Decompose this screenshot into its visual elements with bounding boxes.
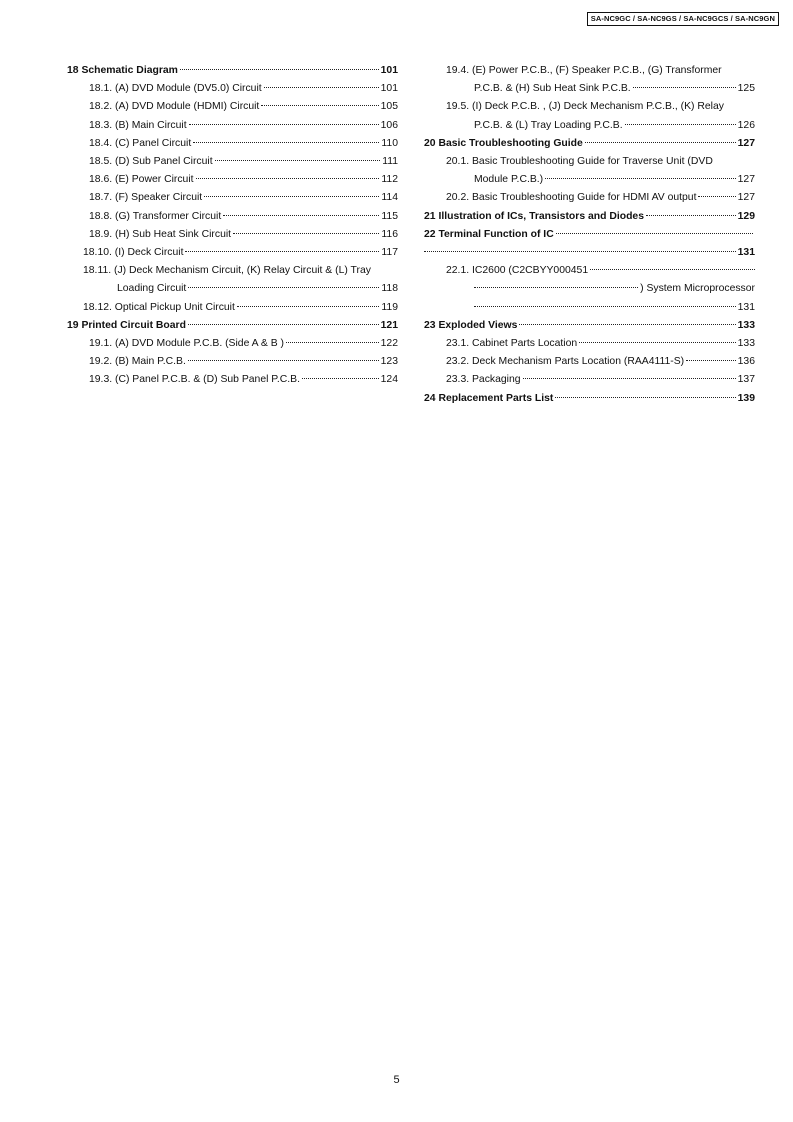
dot-leader [633,87,736,88]
toc-section-18-7[interactable] [67,189,398,207]
toc-section-18-8[interactable] [67,208,398,226]
toc-page: 106 [380,119,398,131]
toc-page: 111 [382,156,398,168]
toc-page: 119 [381,301,398,313]
toc-label: 23.3. Packaging [446,374,521,386]
dot-leader [188,287,379,288]
toc-label: 20 Basic Troubleshooting Guide [424,137,583,149]
toc-label: 19 Printed Circuit Board [67,319,186,331]
toc-label: 19.2. (B) Main P.C.B. [89,356,186,368]
toc-label: 18.1. (A) DVD Module (DV5.0) Circuit [89,83,262,95]
dot-leader [519,324,735,325]
dot-leader [686,360,736,361]
toc-page: 133 [737,319,755,331]
toc-section-23-2[interactable] [424,353,755,371]
toc-label: 18.2. (A) DVD Module (HDMI) Circuit [89,101,260,113]
toc-section-19-2[interactable] [67,353,398,371]
toc-page: 126 [737,119,755,131]
dot-leader [261,105,378,106]
toc-section-19-5[interactable] [424,98,755,134]
dot-leader [698,196,735,197]
toc-label: 18.6. (E) Power Circuit [89,174,194,186]
toc-section-23-1[interactable] [424,335,755,353]
toc-page: 127 [737,174,755,186]
dot-leader [590,269,755,270]
toc-page: 114 [381,192,398,204]
toc-section-22-1[interactable] [424,262,755,317]
toc-label-line1: 19.4. (E) Power P.C.B., (F) Speaker P.C.B., (G) Transformer [446,65,722,76]
dot-leader [555,397,735,398]
toc-label: 18.3. (B) Main Circuit [89,119,187,131]
toc-section-18-3[interactable] [67,117,398,135]
toc-page: 122 [380,338,398,350]
toc-section-20-1[interactable] [424,153,755,189]
dot-leader [286,342,379,343]
page-number: 5 [393,1074,400,1086]
toc-label: 18.12. Optical Pickup Unit Circuit [83,301,235,313]
toc-label: 18.4. (C) Panel Circuit [89,137,192,149]
dot-leader [579,342,736,343]
toc-label-line2: Loading Circuit [117,283,187,295]
dot-leader [193,142,379,143]
toc-label-line2: Module P.C.B.) [474,174,544,186]
toc-section-18-11[interactable] [67,262,398,298]
dot-leader [185,251,379,252]
dot-leader [204,196,379,197]
dot-leader [196,178,380,179]
toc-label: 19.1. (A) DVD Module P.C.B. (Side A & B ) [89,338,285,350]
model-number-header: SA-NC9GC / SA-NC9GS / SA-NC9GCS / SA-NC9GN [587,12,779,26]
toc-page: 139 [737,392,755,404]
toc-page: 101 [380,65,398,76]
dot-leader [585,142,736,143]
toc-section-18-9[interactable] [67,226,398,244]
dot-leader [215,160,381,161]
dot-leader [424,251,736,252]
toc-label: 23.2. Deck Mechanism Parts Location (RAA4111-S) [446,356,685,368]
toc-label-line2: ) System Microprocessor [640,283,755,295]
dot-leader [646,215,736,216]
toc-section-18-12[interactable] [67,299,398,317]
toc-page: 123 [380,356,398,368]
dot-leader [556,233,753,234]
toc-section-18-4[interactable] [67,135,398,153]
toc-chapter-21[interactable] [424,208,755,226]
toc-page: 116 [381,228,398,240]
toc-label-line1: 19.5. (I) Deck P.C.B. , (J) Deck Mechanism P.C.B., (K) Relay [446,101,724,113]
dot-leader [474,306,736,307]
toc-label: 24 Replacement Parts List [424,392,554,404]
dot-leader [237,306,380,307]
toc-page: 101 [380,83,398,95]
toc-label-line2: P.C.B. & (H) Sub Heat Sink P.C.B. [474,83,631,95]
dot-leader [233,233,379,234]
toc-section-19-4[interactable] [424,62,755,98]
toc-chapter-20[interactable] [424,135,755,153]
dot-leader [189,124,379,125]
toc-page: 127 [737,137,755,149]
toc-label: 18.10. (I) Deck Circuit [83,247,184,259]
toc-right-column [424,62,755,408]
toc-page: 121 [380,319,398,331]
toc-label: 23.1. Cabinet Parts Location [446,338,578,350]
toc-label: 18 Schematic Diagram [67,65,178,76]
toc-page: 124 [380,374,398,386]
toc-label: 18.8. (G) Transformer Circuit [89,210,222,222]
dot-leader [474,287,638,288]
toc-label: 21 Illustration of ICs, Transistors and Diodes [424,210,644,222]
toc-page: 117 [381,247,398,259]
toc-page: 118 [381,283,398,295]
toc-label: 20.2. Basic Troubleshooting Guide for HDMI AV output [446,192,697,204]
toc-label: 18.5. (D) Sub Panel Circuit [89,156,213,168]
toc-chapter-23[interactable] [424,317,755,335]
toc-page: 127 [737,192,755,204]
toc-label-line1: 20.1. Basic Troubleshooting Guide for Traverse Unit (DVD [446,156,713,168]
toc-section-18-10[interactable] [67,244,398,262]
dot-leader [545,178,736,179]
toc-page: 131 [737,301,755,313]
toc-page: 137 [737,374,755,386]
toc-page: 133 [737,338,755,350]
toc-page: 110 [381,137,398,149]
dot-leader [625,124,736,125]
toc-chapter-19[interactable] [67,317,398,335]
toc-section-19-1[interactable] [67,335,398,353]
toc-section-20-2[interactable] [424,189,755,207]
toc-section-18-6[interactable] [67,171,398,189]
toc-chapter-22[interactable] [424,226,755,262]
dot-leader [264,87,379,88]
dot-leader [223,215,379,216]
toc-page: 115 [381,210,398,222]
toc-page: 131 [737,247,755,259]
toc-page: 105 [380,101,398,113]
toc-section-18-5[interactable] [67,153,398,171]
toc-section-23-3[interactable] [424,371,755,389]
toc-section-19-3[interactable] [67,371,398,389]
toc-label: 23 Exploded Views [424,319,518,331]
toc-left-column [67,62,398,390]
toc-label: 22 Terminal Function of IC [424,228,554,240]
toc-chapter-18[interactable] [67,62,398,80]
toc-section-18-2[interactable] [67,98,398,116]
toc-page: 129 [737,210,755,222]
toc-label: 19.3. (C) Panel P.C.B. & (D) Sub Panel P.C.B. [89,374,300,386]
dot-leader [188,360,379,361]
toc-page: 112 [381,174,398,186]
toc-chapter-24[interactable] [424,390,755,408]
dot-leader [188,324,379,325]
dot-leader [302,378,379,379]
toc-label-line1: 18.11. (J) Deck Mechanism Circuit, (K) Relay Circuit & (L) Tray [83,265,371,277]
toc-section-18-1[interactable] [67,80,398,98]
toc-label: 18.9. (H) Sub Heat Sink Circuit [89,228,232,240]
dot-leader [523,378,736,379]
toc-label-line2: P.C.B. & (L) Tray Loading P.C.B. [474,119,623,131]
dot-leader [180,69,379,70]
toc-page: 125 [737,83,755,95]
toc-label: 18.7. (F) Speaker Circuit [89,192,203,204]
toc-page: 136 [737,356,755,368]
toc-label-line1: 22.1. IC2600 (C2CBYY000451 [446,265,589,277]
